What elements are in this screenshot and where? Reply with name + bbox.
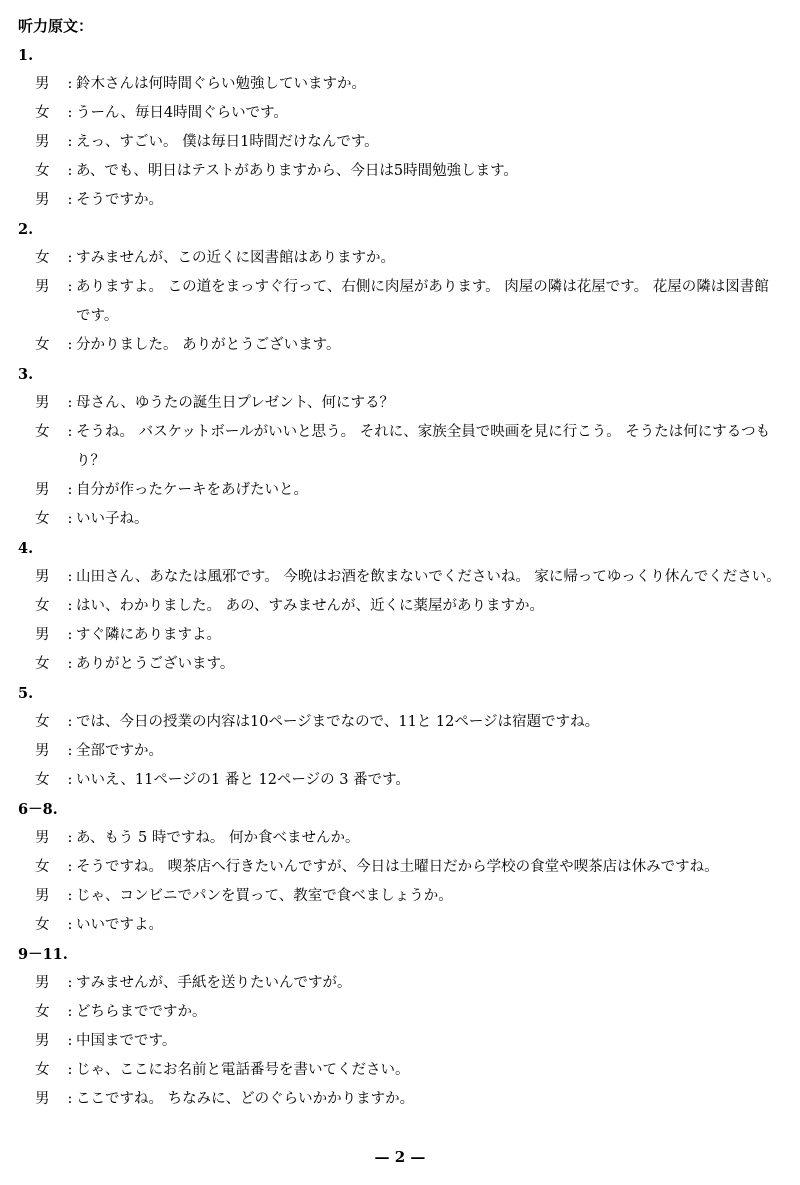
section-number: 4.	[18, 540, 34, 557]
dialogue-text: 山田さん、あなたは風邪です。 今晩はお酒を飲まないでくださいね。 家に帰ってゆっくり休んでください。	[76, 569, 781, 585]
dialogue-text: そうですね。 喫茶店へ行きたいんですが、今日は土曜日だから学校の食堂や喫茶店は休みですね。	[76, 859, 719, 875]
dialogue-line	[18, 186, 782, 215]
speaker-colon: :	[67, 714, 73, 730]
dialogue-text: あ、もう 5 時ですね。 何か食べませんか。	[76, 830, 360, 846]
dialogue-line	[18, 273, 782, 331]
page-number: — 2 —	[374, 1148, 426, 1166]
dialogue-text: うーん、毎日4時間ぐらいです。	[76, 105, 288, 121]
speaker-colon: :	[67, 743, 73, 759]
speaker-colon: :	[67, 163, 73, 179]
dialogue-text: じゃ、ここにお名前と電話番号を書いてください。	[76, 1062, 410, 1078]
speaker-colon: :	[67, 888, 73, 904]
dialogue-line	[18, 331, 782, 360]
dialogue-text: いい子ね。	[76, 511, 149, 527]
speaker-colon: :	[67, 1004, 73, 1020]
dialogue-section	[18, 534, 782, 679]
speaker-label: 女	[35, 511, 50, 527]
speaker-label: 男	[35, 279, 50, 295]
dialogue-line	[18, 998, 782, 1027]
dialogue-text: 中国までです。	[76, 1033, 177, 1049]
dialogue-line	[18, 737, 782, 766]
speaker-colon: :	[67, 656, 73, 672]
speaker-colon: :	[67, 772, 73, 788]
speaker-label: 女	[35, 337, 50, 353]
dialogue-line	[18, 853, 782, 882]
speaker-colon: :	[67, 511, 73, 527]
dialogue-text: じゃ、コンビニでパンを買って、教室で食べましょうか。	[76, 888, 453, 904]
speaker-colon: :	[67, 105, 73, 121]
dialogue-line	[18, 99, 782, 128]
dialogue-line	[18, 563, 782, 592]
dialogue-line	[18, 1056, 782, 1085]
speaker-colon: :	[67, 482, 73, 498]
dialogue-line	[18, 911, 782, 940]
dialogue-text: では、今日の授業の内容は10ページまでなので、11と 12ページは宿題ですね。	[76, 714, 600, 730]
speaker-label: 男	[35, 975, 50, 991]
dialogue-line	[18, 1085, 782, 1114]
dialogue-text: ありがとうございます。	[76, 656, 235, 672]
speaker-label: 男	[35, 888, 50, 904]
dialogue-text: すみませんが、この近くに図書館はありますか。	[76, 250, 395, 266]
speaker-colon: :	[67, 859, 73, 875]
section-number: 9－11.	[18, 946, 68, 963]
dialogue-text: 全部ですか。	[76, 743, 163, 759]
dialogue-line	[18, 244, 782, 273]
dialogue-text: ありますよ。 この道をまっすぐ行って、右側に肉屋があります。 肉屋の隣は花屋です。 花屋の隣は図書館です。	[76, 279, 769, 324]
dialogue-text: いいですよ。	[76, 917, 163, 933]
speaker-colon: :	[67, 917, 73, 933]
speaker-colon: :	[67, 1091, 73, 1107]
section-number: 2.	[18, 221, 34, 238]
dialogue-line	[18, 1027, 782, 1056]
speaker-label: 男	[35, 743, 50, 759]
dialogue-line	[18, 621, 782, 650]
speaker-colon: :	[67, 569, 73, 585]
speaker-colon: :	[67, 395, 73, 411]
speaker-colon: :	[67, 424, 73, 440]
speaker-label: 女	[35, 598, 50, 614]
speaker-label: 女	[35, 250, 50, 266]
speaker-colon: :	[67, 1062, 73, 1078]
page-heading: 听力原文：	[18, 17, 94, 35]
speaker-label: 女	[35, 1004, 50, 1020]
speaker-label: 女	[35, 917, 50, 933]
dialogue-line	[18, 418, 782, 476]
speaker-label: 女	[35, 656, 50, 672]
dialogue-text: あ、でも、明日はテストがありますから、今日は5時間勉強します。	[76, 163, 518, 179]
dialogue-section	[18, 940, 782, 1114]
speaker-label: 女	[35, 424, 50, 440]
speaker-colon: :	[67, 192, 73, 208]
speaker-colon: :	[67, 598, 73, 614]
speaker-label: 男	[35, 1033, 50, 1049]
dialogue-line	[18, 882, 782, 911]
speaker-label: 女	[35, 105, 50, 121]
dialogue-line	[18, 505, 782, 534]
dialogue-text: 分かりました。 ありがとうございます。	[76, 337, 341, 353]
dialogue-sections	[18, 41, 782, 1114]
speaker-label: 女	[35, 772, 50, 788]
dialogue-text: すぐ隣にありますよ。	[76, 627, 221, 643]
dialogue-text: えっ、すごい。 僕は毎日1時間だけなんです。	[76, 134, 379, 150]
speaker-colon: :	[67, 975, 73, 991]
dialogue-section	[18, 360, 782, 534]
dialogue-line	[18, 766, 782, 795]
speaker-colon: :	[67, 250, 73, 266]
dialogue-section	[18, 679, 782, 795]
speaker-colon: :	[67, 830, 73, 846]
dialogue-text: そうですか。	[76, 192, 163, 208]
dialogue-text: どちらまでですか。	[76, 1004, 207, 1020]
dialogue-line	[18, 969, 782, 998]
dialogue-line	[18, 476, 782, 505]
speaker-label: 男	[35, 830, 50, 846]
dialogue-section	[18, 795, 782, 940]
speaker-label: 女	[35, 859, 50, 875]
dialogue-line	[18, 592, 782, 621]
dialogue-text: 自分が作ったケーキをあげたいと。	[76, 482, 308, 498]
dialogue-section	[18, 215, 782, 360]
speaker-label: 女	[35, 163, 50, 179]
speaker-colon: :	[67, 134, 73, 150]
dialogue-text: いいえ、11ページの1 番と 12ページの 3 番です。	[76, 772, 410, 788]
section-number: 1.	[18, 47, 34, 64]
speaker-label: 男	[35, 1091, 50, 1107]
dialogue-section	[18, 41, 782, 215]
speaker-label: 男	[35, 192, 50, 208]
dialogue-text: 鈴木さんは何時間ぐらい勉強していますか。	[76, 76, 366, 92]
speaker-colon: :	[67, 337, 73, 353]
dialogue-text: はい、わかりました。 あの、すみませんが、近くに薬屋がありますか。	[76, 598, 545, 614]
dialogue-text: すみませんが、手紙を送りたいんですが。	[76, 975, 352, 991]
dialogue-line	[18, 824, 782, 853]
dialogue-line	[18, 128, 782, 157]
dialogue-line	[18, 650, 782, 679]
speaker-colon: :	[67, 279, 73, 295]
section-number: 5.	[18, 685, 34, 702]
dialogue-text: ここですね。 ちなみに、どのぐらいかかりますか。	[76, 1091, 415, 1107]
dialogue-text: そうね。 バスケットボールがいいと思う。 それに、家族全員で映画を見に行こう。 そうたは何にするつもり？	[76, 424, 771, 469]
speaker-label: 男	[35, 76, 50, 92]
dialogue-line	[18, 70, 782, 99]
dialogue-line	[18, 708, 782, 737]
speaker-colon: :	[67, 1033, 73, 1049]
speaker-label: 男	[35, 134, 50, 150]
dialogue-text: 母さん、ゆうたの誕生日プレゼント、何にする？	[76, 395, 394, 411]
dialogue-line	[18, 389, 782, 418]
speaker-label: 男	[35, 395, 50, 411]
speaker-label: 女	[35, 1062, 50, 1078]
section-number: 3.	[18, 366, 34, 383]
section-number: 6－8.	[18, 801, 58, 818]
speaker-label: 男	[35, 627, 50, 643]
speaker-colon: :	[67, 627, 73, 643]
speaker-label: 男	[35, 482, 50, 498]
speaker-label: 男	[35, 569, 50, 585]
dialogue-line	[18, 157, 782, 186]
speaker-label: 女	[35, 714, 50, 730]
speaker-colon: :	[67, 76, 73, 92]
